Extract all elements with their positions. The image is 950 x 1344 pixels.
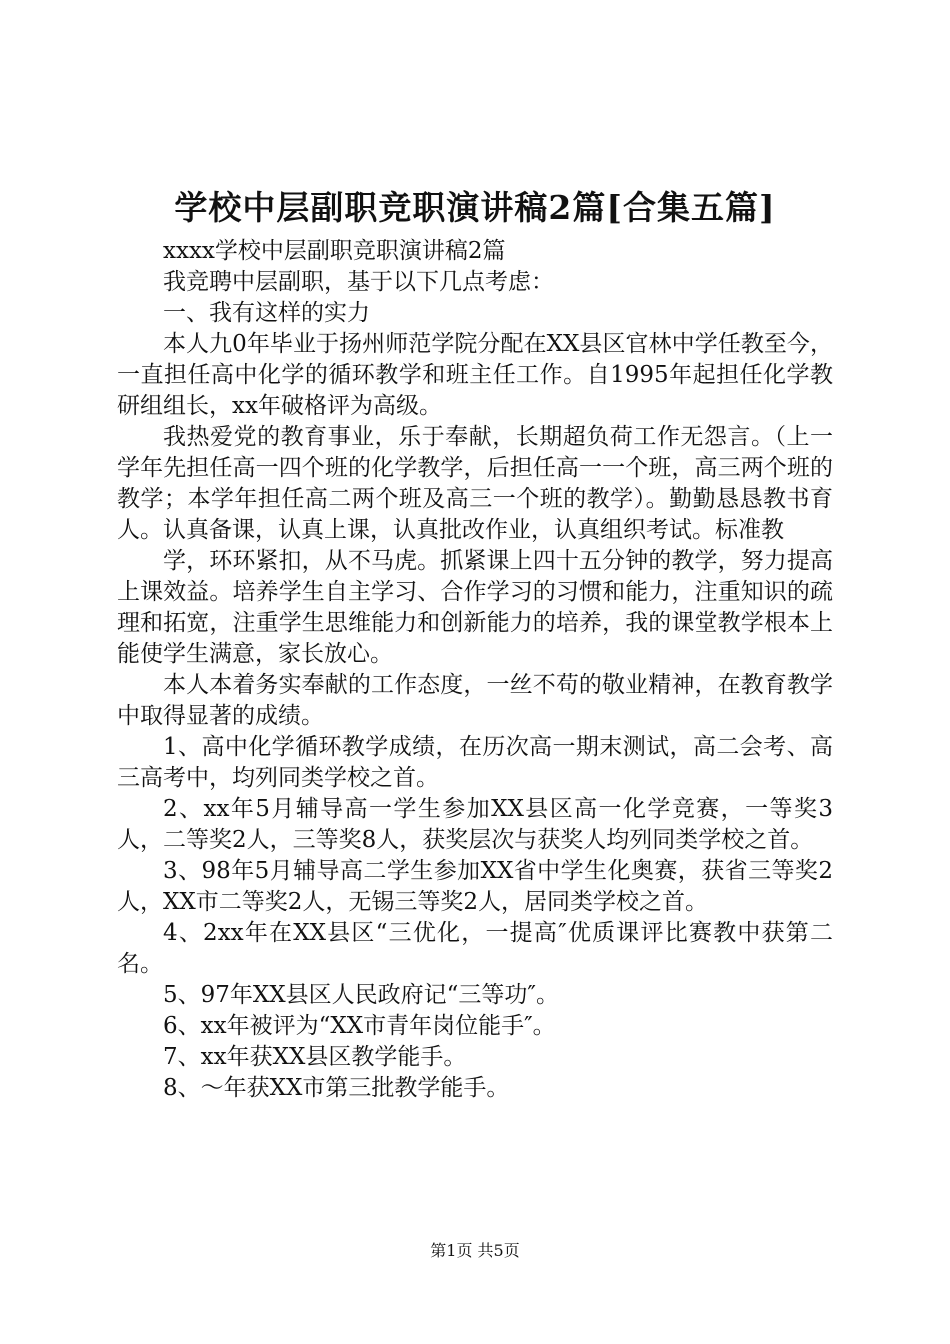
paragraph: 学，环环紧扣，从不马虎。抓紧课上四十五分钟的教学，努力提高上课效益。培养学生自主学习、合作学习的习惯和能力，注重知识的疏理和拓宽，注重学生思维能力和创新能力的培养，我的课堂教学根本上能使学生满意，家长放心。 bbox=[117, 548, 833, 667]
paragraph: 本人本着务实奉献的工作态度，一丝不苟的敬业精神，在教育教学中取得显著的成绩。 bbox=[117, 672, 833, 729]
document-body bbox=[117, 236, 833, 1104]
list-item: 2、xx年5月辅导高一学生参加XX县区高一化学竞赛，一等奖3人，二等奖2人，三等奖8人，获奖层次与获奖人均列同类学校之首。 bbox=[117, 796, 833, 853]
page-number: 第1页 共5页 bbox=[430, 1241, 520, 1260]
paragraph-heading-1: 一、我有这样的实力 bbox=[163, 300, 370, 326]
paragraph: 本人九0年毕业于扬州师范学院分配在XX县区官林中学任教至今，一直担任高中化学的循环教学和班主任工作。自1995年起担任化学教研组组长，xx年破格评为高级。 bbox=[117, 331, 833, 419]
list-item: 6、xx年被评为“XX市青年岗位能手″。 bbox=[163, 1013, 556, 1039]
paragraph: 我热爱党的教育事业，乐于奉献，长期超负荷工作无怨言。（上一学年先担任高一四个班的化学教学，后担任高一一个班，高三两个班的教学；本学年担任高二两个班及高三一个班的教学）。勤勤恳恳教书育人。认真备课，认真上课，认真批改作业，认真组织考试。标准教 bbox=[117, 424, 833, 543]
paragraph-subtitle: xxxx学校中层副职竞职演讲稿2篇 bbox=[163, 238, 506, 264]
list-item: 3、98年5月辅导高二学生参加XX省中学生化奥赛，获省三等奖2人，XX市二等奖2人，无锡三等奖2人，居同类学校之首。 bbox=[117, 858, 833, 915]
list-item: 5、97年XX县区人民政府记“三等功″。 bbox=[163, 982, 559, 1008]
list-item: 8、～年获XX市第三批教学能手。 bbox=[163, 1075, 510, 1101]
list-item: 1、高中化学循环教学成绩，在历次高一期末测试，高二会考、高三高考中，均列同类学校之首。 bbox=[117, 734, 833, 791]
paragraph-intro: 我竞聘中层副职，基于以下几点考虑： bbox=[163, 269, 554, 295]
document-title: 学校中层副职竞职演讲稿2篇[合集五篇] bbox=[174, 188, 776, 227]
list-item: 4、2xx年在XX县区“三优化，一提高″优质课评比赛教中获第二名。 bbox=[117, 920, 833, 977]
list-item: 7、xx年获XX县区教学能手。 bbox=[163, 1044, 467, 1070]
